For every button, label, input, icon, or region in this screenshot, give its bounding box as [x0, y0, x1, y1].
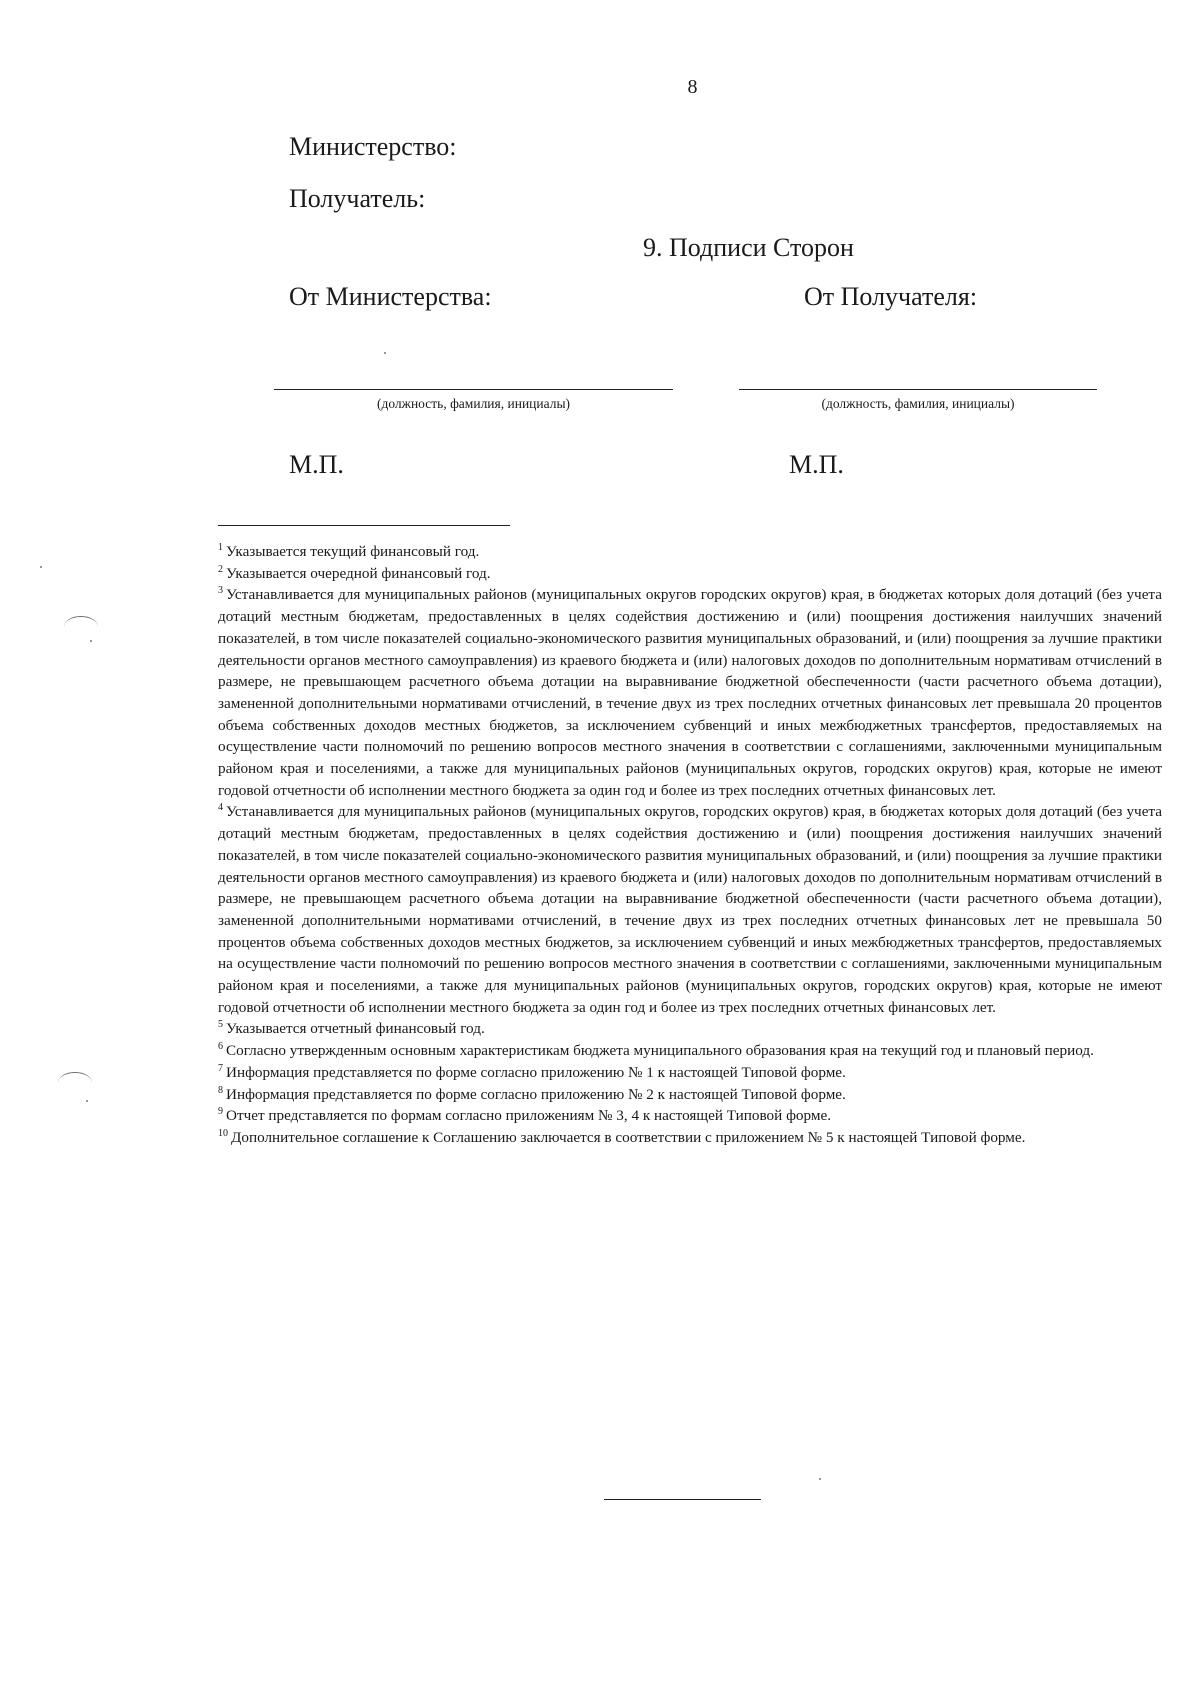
scan-speck [90, 640, 92, 642]
footnote-mark: 7 [218, 1062, 223, 1074]
binder-hole-mark [64, 616, 98, 637]
footnote-item [218, 584, 1162, 801]
recipient-signature-line [739, 389, 1097, 390]
scan-speck [819, 1478, 821, 1480]
footnote-text: Информация представляется по форме согласно приложению № 2 к настоящей Типовой форме. [226, 1085, 846, 1103]
footnote-text: Указывается очередной финансовый год. [226, 564, 491, 582]
footnote-item [218, 1040, 1162, 1062]
scan-speck [40, 566, 42, 568]
footnote-text: Информация представляется по форме согласно приложению № 1 к настоящей Типовой форме. [226, 1063, 846, 1081]
footnote-item [218, 1084, 1162, 1106]
from-recipient-label: От Получателя: [804, 282, 978, 311]
footnote-item [218, 541, 1162, 563]
footnote-mark: 2 [218, 563, 223, 575]
binder-hole-mark [58, 1072, 92, 1093]
footnote-item [218, 1127, 1162, 1149]
from-ministry-label: От Министерства: [289, 282, 492, 311]
ministry-stamp-mark: М.П. [289, 450, 344, 479]
footnote-item [218, 1062, 1162, 1084]
footnote-mark: 9 [218, 1106, 223, 1118]
footnote-item [218, 1018, 1162, 1040]
end-of-document-rule [604, 1499, 761, 1500]
footnote-item [218, 1105, 1162, 1127]
signatures-heading: 9. Подписи Сторон [643, 233, 854, 262]
footnote-separator [218, 525, 510, 526]
footnote-item [218, 563, 1162, 585]
footnote-item [218, 801, 1162, 1018]
footnotes-list [218, 541, 1162, 1149]
scan-speck [384, 352, 386, 354]
footnote-mark: 3 [218, 585, 223, 597]
ministry-details-label: Министерство: [289, 132, 457, 161]
footnote-text: Устанавливается для муниципальных районов (муниципальных округов городских округов) края, в бюджетах которых доля дотаций (без учета дотаций местным бюджетам, предоставленных в целях содействия достижению и (или) поощрения достижения наилучших значений показателей, в том числе показателей социально-экономического развития муниципальных образований, и (или) поощрения за лучшие практики деятельности органов местного самоуправления) из краевого бюджета и (или) налоговых доходов по дополнительным нормативам отчислений в размере, не превышающем расчетного объема дотации на выравнивание бюджетной обеспеченности (части расчетного объема дотации), замененной дополнительными нормативами отчислений, в течение двух из трех последних отчетных финансовых лет превышала 20 процентов объема собственных доходов местных бюджетов, за исключением субвенций и иных межбюджетных трансфертов, предоставляемых на осуществление части полномочий по решению вопросов местного значения в соответствии с соглашениями, заключенными муниципальным районом края и поселениями, а также для муниципальных районов (муниципальных округов, городских округов) края, которые не имеют годовой отчетности об исполнении местного бюджета за один год и более из трех последних отчетных финансовых лет. [218, 586, 1162, 799]
footnote-mark: 8 [218, 1084, 223, 1096]
ministry-signature-line [274, 389, 673, 390]
footnote-text: Согласно утвержденным основным характеристикам бюджета муниципального образования края на текущий год и плановый период. [226, 1042, 1094, 1060]
footnote-mark: 10 [218, 1127, 228, 1139]
footnote-text: Устанавливается для муниципальных районов (муниципальных округов, городских округов) края, в бюджетах которых доля дотаций (без учета дотаций местным бюджетам, предоставленных в целях содействия достижению и (или) поощрения достижения наилучших значений показателей, в том числе показателей социально-экономического развития муниципальных образований, и (или) поощрения за лучшие практики деятельности органов местного самоуправления) из краевого бюджета и (или) налоговых доходов по дополнительным нормативам отчислений в размере, не превышающем расчетного объема дотации на выравнивание бюджетной обеспеченности (части расчетного объема дотации), замененной дополнительными нормативами отчислений, в течение двух из трех последних отчетных финансовых лет не превышала 50 процентов объема собственных доходов местных бюджетов, за исключением субвенций и иных межбюджетных трансфертов, предоставляемых на осуществление части полномочий по решению вопросов местного значения в соответствии с соглашениями, заключенными муниципальным районом края и поселениями, а также для муниципальных районов (муниципальных округов, городских округов) края, которые не имеют годовой отчетности об исполнении местного бюджета за один год и более из трех последних отчетных финансовых лет. [218, 803, 1162, 1016]
footnote-mark: 1 [218, 541, 223, 553]
recipient-stamp-mark: М.П. [789, 450, 844, 479]
footnote-mark: 5 [218, 1019, 223, 1031]
footnote-text: Дополнительное соглашение к Соглашению заключается в соответствии с приложением № 5 к настоящей Типовой форме. [231, 1128, 1026, 1146]
footnote-text: Указывается текущий финансовый год. [226, 543, 480, 560]
recipient-details-label: Получатель: [289, 184, 426, 213]
footnote-text: Указывается отчетный финансовый год. [226, 1020, 485, 1038]
recipient-signature-caption: (должность, фамилия, инициалы) [821, 396, 1015, 411]
scan-speck [86, 1100, 88, 1102]
footnote-mark: 6 [218, 1041, 223, 1053]
ministry-signature-caption: (должность, фамилия, инициалы) [376, 396, 571, 411]
footnote-mark: 4 [218, 802, 223, 814]
page-number: 8 [687, 76, 698, 98]
footnote-text: Отчет представляется по формам согласно приложениям № 3, 4 к настоящей Типовой форме. [226, 1107, 832, 1125]
